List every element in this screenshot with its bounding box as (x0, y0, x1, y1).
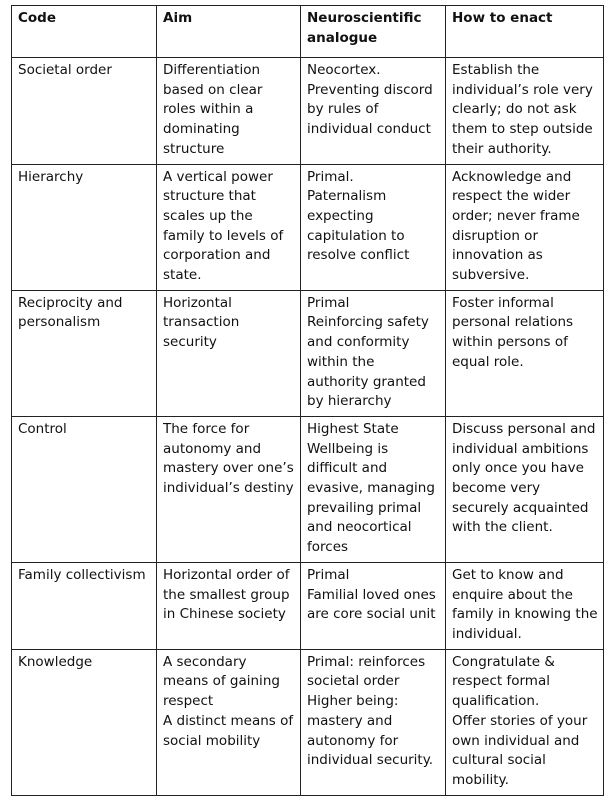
cell-enact (446, 164, 604, 290)
analogue-line: Neocortex. (307, 62, 381, 78)
analogue-line: Primal. (307, 168, 354, 185)
cell-enact (446, 416, 604, 562)
enact-line: Discuss personal and individual ambitions only once you have become very securely acquainted with the client. (452, 420, 596, 536)
cell-analogue (301, 58, 446, 165)
table-row (12, 416, 604, 562)
cell-enact (446, 562, 604, 649)
analogue-line: Higher being: mastery and autonomy for individual security. (307, 693, 434, 769)
enact-line: Foster informal personal relations within persons of equal role. (452, 294, 574, 370)
analogue-line: Reinforcing safety and conformity within the authority granted by hierarchy (307, 314, 429, 410)
cell-code: Reciprocity and personalism (12, 290, 157, 416)
cell-aim: Horizontal transaction security (157, 290, 301, 416)
cell-analogue (301, 164, 446, 290)
analogue-line: Preventing discord by rules of individual conduct (307, 81, 433, 138)
cell-analogue (301, 649, 446, 795)
table-row (12, 562, 604, 649)
header-code: Code (12, 6, 157, 58)
cell-enact (446, 290, 604, 416)
cell-aim: Differentiation based on clear roles within a dominating structure (157, 58, 301, 165)
table-row (12, 58, 604, 165)
analogue-line: Paternalism expecting capitulation to resolve conflict (307, 188, 410, 264)
cell-analogue (301, 290, 446, 416)
cell-aim: The force for autonomy and mastery over one’s individual’s destiny (157, 416, 301, 562)
cell-aim: A vertical power structure that scales up the family to levels of corporation and state. (157, 164, 301, 290)
aim-line: A distinct means of social mobility (163, 712, 294, 749)
header-analogue: Neuroscientific analogue (301, 6, 446, 58)
table-row (12, 290, 604, 416)
enact-line: Acknowledge and respect the wider order; never frame disruption or innovation as subversive. (452, 168, 580, 284)
aim-line: A secondary means of gaining respect (163, 653, 280, 710)
analogue-line: Primal: reinforces societal order (307, 653, 426, 690)
cell-enact (446, 649, 604, 795)
cell-code: Knowledge (12, 649, 157, 795)
cell-aim (157, 649, 301, 795)
table-header-row (12, 6, 604, 58)
enact-line: Establish the individual’s role very clearly; do not ask them to step outside their authority. (452, 62, 593, 157)
analogue-line: Wellbeing is difficult and evasive, managing prevailing primal and neocortical forces (307, 440, 435, 556)
header-enact: How to enact (446, 6, 604, 58)
table-row (12, 164, 604, 290)
table-row (12, 649, 604, 795)
cell-analogue (301, 562, 446, 649)
analogue-line: Highest State (307, 420, 399, 437)
cell-aim: Horizontal order of the smallest group in Chinese society (157, 562, 301, 649)
cell-code: Hierarchy (12, 164, 157, 290)
analogue-table (11, 5, 604, 796)
analogue-line: Primal (307, 566, 350, 583)
header-aim: Aim (157, 6, 301, 58)
enact-line: Get to know and enquire about the family in knowing the individual. (452, 566, 598, 642)
enact-line: Offer stories of your own individual and cultural social mobility. (452, 712, 588, 788)
cell-enact (446, 58, 604, 165)
cell-code: Control (12, 416, 157, 562)
cell-analogue (301, 416, 446, 562)
cell-code: Societal order (12, 58, 157, 165)
analogue-line: Familial loved ones are core social unit (307, 586, 436, 623)
cell-code: Family collectivism (12, 562, 157, 649)
analogue-line: Primal (307, 294, 350, 311)
enact-line: Congratulate & respect formal qualification. (452, 653, 555, 710)
